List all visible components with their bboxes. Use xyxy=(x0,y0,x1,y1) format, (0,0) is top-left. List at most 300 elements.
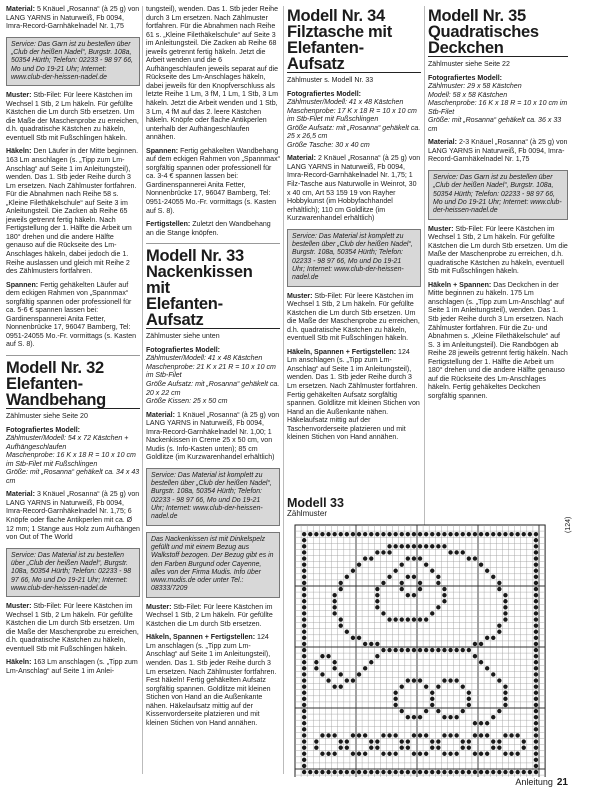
filled-stitch xyxy=(436,745,440,749)
filled-stitch xyxy=(418,715,422,719)
filled-stitch xyxy=(436,770,440,774)
filled-stitch xyxy=(418,648,422,652)
filled-stitch xyxy=(302,587,306,591)
model-34-heading: Modell Nr. 34 Filztasche mit Elefanten-Aufsatz xyxy=(287,8,421,73)
filled-stitch xyxy=(442,752,446,756)
filled-stitch xyxy=(406,678,410,682)
filled-stitch xyxy=(442,587,446,591)
filled-stitch xyxy=(369,532,373,536)
filled-stitch xyxy=(302,544,306,548)
filled-stitch xyxy=(418,556,422,560)
filled-stitch xyxy=(436,532,440,536)
model-35-subtitle: Zählmuster siehe Seite 22 xyxy=(428,61,510,68)
info-box-33: Das Nackenkissen ist mit Dinkelspelz gefüllt und mit einem Bezug aus Walkstoff bezogen. Der Bezug gibt es in den Farben Burgund oder Cayenne, alles von der Firma Mudis. Info über www.mudis.de oder unter Tel.: 08333/7209 xyxy=(146,532,280,598)
service-box: Service: Das Garn ist zu bestellen über „Club der heißen Nadel“, Burgstr. 108a, 50354 Hürth; Telefon: 02233 - 98 97 66, Mo und Do 19-21 Uhr; Internet: www.club-der-heissen-nadel.de xyxy=(6,37,140,86)
filled-stitch xyxy=(534,678,538,682)
filled-stitch xyxy=(479,770,483,774)
filled-stitch xyxy=(454,715,458,719)
filled-stitch xyxy=(332,605,336,609)
filled-stitch xyxy=(424,617,428,621)
filled-stitch xyxy=(442,532,446,536)
filled-stitch xyxy=(375,654,379,658)
filled-stitch xyxy=(491,715,495,719)
filled-stitch xyxy=(479,532,483,536)
service-box-33: Service: Das Material ist komplett zu bestellen über „Club der heißen Nadel“, Burgstr. 108a, 50354 Hürth; Telefon: 02233 - 98 97 66, Mo und Do 19-21 Uhr; Internet: www.club-der-heissen-nadel.de xyxy=(146,468,280,526)
filled-stitch xyxy=(473,532,477,536)
filled-stitch xyxy=(418,617,422,621)
filled-stitch xyxy=(473,556,477,560)
filled-stitch xyxy=(357,752,361,756)
filled-stitch xyxy=(503,599,507,603)
muster-paragraph: Muster: Stb-Filet: Für leere Kästchen im Wechsel 1 Stb, 2 Lm häkeln. Für gefüllte Kästchen die Lm durch Stb ersetzen. Um die Maße der Maschenprobe zu erreichen, d.h. quadratische Kästchen zu häkeln, eventuell Stb mit Fußschlingen häkeln. xyxy=(6,92,139,142)
filled-stitch xyxy=(314,532,318,536)
filled-stitch xyxy=(418,587,422,591)
filled-stitch xyxy=(314,660,318,664)
column-2 xyxy=(146,6,280,733)
filled-stitch xyxy=(430,739,434,743)
filled-stitch xyxy=(406,745,410,749)
filled-stitch xyxy=(393,752,397,756)
filled-stitch xyxy=(302,648,306,652)
filled-stitch xyxy=(302,684,306,688)
filled-stitch xyxy=(375,605,379,609)
model-33-heading: Modell Nr. 33 Nackenkissen mit Elefanten-Aufsatz xyxy=(146,248,280,329)
filled-stitch xyxy=(461,745,465,749)
filled-stitch xyxy=(339,587,343,591)
filled-stitch xyxy=(351,636,355,640)
filled-stitch xyxy=(534,660,538,664)
filled-stitch xyxy=(534,636,538,640)
filled-stitch xyxy=(436,684,440,688)
filled-stitch xyxy=(534,672,538,676)
filled-stitch xyxy=(375,593,379,597)
filled-stitch xyxy=(534,654,538,658)
foto-32-paragraph: Fotografiertes Modell: Zählmuster/Modell: 54 x 72 Kästchen + Aufhängeschlaufen Maschenprobe: 16 K x 18 R = 10 x 10 cm im Stb-Filet mit Fußschlingen Größe: mit „Rosanna“ gehäkelt ca. 34 x 43 cm xyxy=(6,426,140,485)
foto-35-paragraph: Fotografiertes Modell: Zählmuster: 29 x 58 Kästchen Modell: 58 x 58 Kästchen Maschenprobe: 16 K x 18 R = 10 x 10 cm im Stb-Filet Größe: mit „Rosanna“ gehäkelt ca. 36 x 33 cm xyxy=(428,74,568,133)
filled-stitch xyxy=(515,532,519,536)
filled-stitch xyxy=(461,550,465,554)
filled-stitch xyxy=(418,770,422,774)
material-35-paragraph: Material: 2-3 Knäuel „Rosanna“ (à 25 g) von LANG YARNS in Naturweiß, Fb 0094, Imra-Record-Garnhäkelnadel Nr. 1,75 xyxy=(428,139,568,164)
filled-stitch xyxy=(485,721,489,725)
filled-stitch xyxy=(302,715,306,719)
filled-stitch xyxy=(454,550,458,554)
filled-stitch xyxy=(412,733,416,737)
filled-stitch xyxy=(339,739,343,743)
filled-stitch xyxy=(381,752,385,756)
filled-stitch xyxy=(534,758,538,762)
filled-stitch xyxy=(302,611,306,615)
filled-stitch xyxy=(534,605,538,609)
filled-stitch xyxy=(387,575,391,579)
filled-stitch xyxy=(534,703,538,707)
filled-stitch xyxy=(534,752,538,756)
filled-stitch xyxy=(454,678,458,682)
filled-stitch xyxy=(302,678,306,682)
filled-stitch xyxy=(339,684,343,688)
filled-stitch xyxy=(479,733,483,737)
filled-stitch xyxy=(345,678,349,682)
filled-stitch xyxy=(503,605,507,609)
filled-stitch xyxy=(351,569,355,573)
filled-stitch xyxy=(326,733,330,737)
filled-stitch xyxy=(485,666,489,670)
filled-stitch xyxy=(534,544,538,548)
filled-stitch xyxy=(430,648,434,652)
filled-stitch xyxy=(302,593,306,597)
filled-stitch xyxy=(302,660,306,664)
filled-stitch xyxy=(448,715,452,719)
filled-stitch xyxy=(509,733,513,737)
filled-stitch xyxy=(461,648,465,652)
filled-stitch xyxy=(454,648,458,652)
filled-stitch xyxy=(534,575,538,579)
filled-stitch xyxy=(424,684,428,688)
haekeln-32-paragraph: Häkeln: 163 Lm anschlagen (s. „Tipp zum Lm-Anschlag“ auf Seite 1 im Anlei- xyxy=(6,659,138,675)
filled-stitch xyxy=(345,745,349,749)
filled-stitch xyxy=(400,532,404,536)
filled-stitch xyxy=(430,691,434,695)
page-number: 21 xyxy=(556,777,568,788)
haekeln-35-paragraph: Häkeln + Spannen: Das Deckchen in der Mitte beginnen zu häkeln. 175 Lm anschlagen (s. „Tipp zum Lm-Anschlag“ auf Seite 1 im Anleitungsteil), wenden. Das 1. Stb jeder Reihe durch 3 Lm ersetzen. Nach Zählmuster fortfahren. Für die Zu- und Abnahmen s. „Kleine Filethäkelschule“ auf S. 3 im Anleitungsteil). Die Randbögen ab Reihe 28 jeweils getrennt fertig häkeln. Nach Fertigstellung der 1. Hälfte die Arbeit um 180° drehen und die andere Hälfte genauso auf die Rückseite des Lm-Anschlages häkeln. Fertig gehäkeltes Deckchen sorgfältig spannen. xyxy=(428,281,568,400)
filled-stitch xyxy=(503,593,507,597)
service-box-34: Service: Das Material ist komplett zu bestellen über „Club der heißen Nadel“, Burgstr. 108a, 50354 Hürth; Telefon: 02233 - 98 97 66, Mo und Do 19-21 Uhr; Internet: www.club-der-heissen-nadel.de xyxy=(287,229,421,287)
filled-stitch xyxy=(485,532,489,536)
filled-stitch xyxy=(534,569,538,573)
filled-stitch xyxy=(534,623,538,627)
filled-stitch xyxy=(400,562,404,566)
model-35-heading: Modell Nr. 35 Quadratisches Deckchen xyxy=(428,8,568,57)
filled-stitch xyxy=(430,569,434,573)
filled-stitch xyxy=(503,770,507,774)
filled-stitch xyxy=(454,733,458,737)
filled-stitch xyxy=(467,532,471,536)
filled-stitch xyxy=(436,709,440,713)
filled-stitch xyxy=(381,648,385,652)
material-paragraph: Material: 5 Knäuel „Rosanna“ (à 25 g) von LANG YARNS in Naturweiß, Fb 0094, Imra-Record-Garnhäkelnadel Nr. 1,75 xyxy=(6,6,140,31)
filled-stitch xyxy=(387,617,391,621)
filled-stitch xyxy=(400,709,404,713)
filled-stitch xyxy=(363,532,367,536)
filled-stitch xyxy=(302,575,306,579)
filled-stitch xyxy=(387,550,391,554)
filled-stitch xyxy=(461,709,465,713)
filled-stitch xyxy=(375,739,379,743)
filled-stitch xyxy=(357,770,361,774)
filled-stitch xyxy=(339,581,343,585)
muster-35-paragraph: Muster: Stb-Filet: Für leere Kästchen im Wechsel 1 Stb, 2 Lm häkeln. Für gefüllte Kästchen die Lm durch Stb ersetzen. Um die Maße der Maschenprobe zu erreichen, d.h. quadratische Kästchen zu häkeln, eventuell Stb mit Fußschlingen häkeln. xyxy=(428,225,568,276)
filled-stitch xyxy=(400,648,404,652)
filled-stitch xyxy=(339,672,343,676)
filled-stitch xyxy=(302,770,306,774)
filled-stitch xyxy=(473,721,477,725)
filled-stitch xyxy=(473,654,477,658)
filled-stitch xyxy=(436,739,440,743)
filled-stitch xyxy=(534,691,538,695)
filled-stitch xyxy=(430,544,434,548)
filled-stitch xyxy=(302,697,306,701)
foto-34-paragraph: Fotografiertes Modell: Zählmuster/Modell: 41 x 48 Kästchen Maschenprobe: 17 K x 18 R = 10 x 10 cm im Stb-Filet mit Fußschlingen Größe Aufsatz: mit „Rosanna“ gehäkelt ca. 25 x 26,5 cm Größe Tasche: 30 x 40 cm xyxy=(287,90,421,149)
filled-stitch xyxy=(436,544,440,548)
page-footer xyxy=(515,777,568,788)
filled-stitch xyxy=(509,752,513,756)
filled-stitch xyxy=(509,532,513,536)
filled-stitch xyxy=(503,703,507,707)
filled-stitch xyxy=(479,721,483,725)
filled-stitch xyxy=(534,556,538,560)
filled-stitch xyxy=(302,703,306,707)
filled-stitch xyxy=(302,672,306,676)
filled-stitch xyxy=(393,703,397,707)
filled-stitch xyxy=(534,684,538,688)
model-33-subtitle: Zählmuster siehe unten xyxy=(146,333,220,341)
filled-stitch xyxy=(522,745,526,749)
filled-stitch xyxy=(314,739,318,743)
filled-stitch xyxy=(497,709,501,713)
filled-stitch xyxy=(412,575,416,579)
filled-stitch xyxy=(467,770,471,774)
service-box-32: Service: Das Material ist zu bestellen über „Club der heißen Nadel“, Burgstr. 108a, 50354 Hürth; Telefon: 02233 - 98 97 66, Mo und Do 19-21 Uhr; Internet: www.club-der-heissen-nadel.de xyxy=(6,548,140,597)
filled-stitch xyxy=(497,630,501,634)
filled-stitch xyxy=(369,556,373,560)
filled-stitch xyxy=(363,642,367,646)
filled-stitch xyxy=(418,532,422,536)
filled-stitch xyxy=(424,709,428,713)
filled-stitch xyxy=(534,709,538,713)
filled-stitch xyxy=(515,752,519,756)
filled-stitch xyxy=(302,727,306,731)
filled-stitch xyxy=(302,538,306,542)
filled-stitch xyxy=(345,770,349,774)
filled-stitch xyxy=(302,636,306,640)
filled-stitch xyxy=(503,752,507,756)
filled-stitch xyxy=(302,721,306,725)
filled-stitch xyxy=(320,532,324,536)
filled-stitch xyxy=(381,770,385,774)
filled-stitch xyxy=(332,611,336,615)
filled-stitch xyxy=(308,770,312,774)
filled-stitch xyxy=(302,550,306,554)
filled-stitch xyxy=(497,623,501,627)
filled-stitch xyxy=(387,532,391,536)
filled-stitch xyxy=(497,770,501,774)
crochet-chart xyxy=(287,497,577,777)
muster-33-paragraph: Muster: Stb-Filet: Für leere Kästchen im Wechsel 1 Stb, 2 Lm häkeln. Für gefüllte Kästchen die Lm durch Stb ersetzen. xyxy=(146,603,273,628)
filled-stitch xyxy=(522,770,526,774)
filled-stitch xyxy=(534,715,538,719)
filled-stitch xyxy=(326,770,330,774)
filled-stitch xyxy=(302,617,306,621)
filled-stitch xyxy=(461,770,465,774)
chart-subtitle: Zählmuster xyxy=(287,509,328,518)
filled-stitch xyxy=(351,770,355,774)
filled-stitch xyxy=(436,575,440,579)
filled-stitch xyxy=(534,721,538,725)
filled-stitch xyxy=(375,532,379,536)
filled-stitch xyxy=(430,611,434,615)
filled-stitch xyxy=(406,532,410,536)
filled-stitch xyxy=(448,532,452,536)
filled-stitch xyxy=(387,770,391,774)
filled-stitch xyxy=(442,678,446,682)
filled-stitch xyxy=(430,532,434,536)
filled-stitch xyxy=(332,752,336,756)
filled-stitch xyxy=(436,605,440,609)
filled-stitch xyxy=(412,648,416,652)
filled-stitch xyxy=(418,733,422,737)
filled-stitch xyxy=(479,642,483,646)
filled-stitch xyxy=(534,745,538,749)
filled-stitch xyxy=(485,569,489,573)
filled-stitch xyxy=(534,642,538,646)
filled-stitch xyxy=(302,599,306,603)
section-divider xyxy=(146,243,280,244)
filled-stitch xyxy=(351,752,355,756)
filled-stitch xyxy=(528,770,532,774)
filled-stitch xyxy=(302,733,306,737)
row-count-label: (124) xyxy=(565,516,572,533)
filled-stitch xyxy=(332,593,336,597)
filled-stitch xyxy=(302,569,306,573)
filled-stitch xyxy=(406,575,410,579)
filled-stitch xyxy=(302,623,306,627)
column-4 xyxy=(428,6,568,406)
filled-stitch xyxy=(406,593,410,597)
filled-stitch xyxy=(473,733,477,737)
filled-stitch xyxy=(357,733,361,737)
filled-stitch xyxy=(473,642,477,646)
filled-stitch xyxy=(412,678,416,682)
filled-stitch xyxy=(485,733,489,737)
filled-stitch xyxy=(326,752,330,756)
filled-stitch xyxy=(467,697,471,701)
filled-stitch xyxy=(454,770,458,774)
filled-stitch xyxy=(302,532,306,536)
filled-stitch xyxy=(497,532,501,536)
filled-stitch xyxy=(406,544,410,548)
filled-stitch xyxy=(400,739,404,743)
filled-stitch xyxy=(302,666,306,670)
filled-stitch xyxy=(442,733,446,737)
filled-stitch xyxy=(345,532,349,536)
filled-stitch xyxy=(461,739,465,743)
filled-stitch xyxy=(406,739,410,743)
filled-stitch xyxy=(412,715,416,719)
filled-stitch xyxy=(393,733,397,737)
filled-stitch xyxy=(503,611,507,615)
filled-stitch xyxy=(400,770,404,774)
filled-stitch xyxy=(412,556,416,560)
filled-stitch xyxy=(400,587,404,591)
filled-stitch xyxy=(497,739,501,743)
filled-stitch xyxy=(369,770,373,774)
filled-stitch xyxy=(503,532,507,536)
filled-stitch xyxy=(369,739,373,743)
column-divider xyxy=(283,6,284,774)
filled-stitch xyxy=(448,550,452,554)
filled-stitch xyxy=(314,770,318,774)
filled-stitch xyxy=(442,593,446,597)
filled-stitch xyxy=(400,544,404,548)
filled-stitch xyxy=(418,752,422,756)
filled-stitch xyxy=(454,532,458,536)
filled-stitch xyxy=(534,727,538,731)
filled-stitch xyxy=(332,684,336,688)
filled-stitch xyxy=(302,758,306,762)
footer-label: Anleitung xyxy=(515,777,553,787)
filled-stitch xyxy=(302,709,306,713)
filled-stitch xyxy=(424,770,428,774)
filet-grid xyxy=(287,516,577,777)
filled-stitch xyxy=(473,752,477,756)
filled-stitch xyxy=(302,630,306,634)
filled-stitch xyxy=(534,739,538,743)
filled-stitch xyxy=(393,544,397,548)
model-32-heading: Modell Nr. 32 Elefanten- Wandbehang xyxy=(6,360,140,409)
filled-stitch xyxy=(534,648,538,652)
filled-stitch xyxy=(534,599,538,603)
filled-stitch xyxy=(534,538,538,542)
filled-stitch xyxy=(406,648,410,652)
filled-stitch xyxy=(424,562,428,566)
filled-stitch xyxy=(320,654,324,658)
filled-stitch xyxy=(442,599,446,603)
filled-stitch xyxy=(339,532,343,536)
filled-stitch xyxy=(381,581,385,585)
filled-stitch xyxy=(418,581,422,585)
filled-stitch xyxy=(442,770,446,774)
filled-stitch xyxy=(454,752,458,756)
filled-stitch xyxy=(491,672,495,676)
column-1 xyxy=(6,6,140,682)
filled-stitch xyxy=(357,532,361,536)
filled-stitch xyxy=(491,636,495,640)
filled-stitch xyxy=(326,678,330,682)
filled-stitch xyxy=(393,648,397,652)
filled-stitch xyxy=(515,770,519,774)
filled-stitch xyxy=(448,752,452,756)
filled-stitch xyxy=(534,697,538,701)
filled-stitch xyxy=(332,733,336,737)
chart-title: Modell 33 xyxy=(287,496,344,510)
filled-stitch xyxy=(509,770,513,774)
filled-stitch xyxy=(393,697,397,701)
haekeln-paragraph: Häkeln: Den Läufer in der Mitte beginnen. 163 Lm anschlagen (s. „Tipp zum Lm-Anschlag“ auf Seite 1 im Anleitungsteil), wenden. Das 1. Stb jeder Reihe durch 3 Lm ersetzen. Nach Zählmuster fortfahren. Für die Abnahmen nach Reihe 58 s. „Kleine Filethäkelschule“ auf Seite 3 im Anleitungsteil. Die Zacken ab Reihe 65 jeweils getrennt fertig häkeln. Nach Fertigstellung der 1. Hälfte die Arbeit um 180° drehen und die andere Hälfte genauso auf die Rückseite des Lm-Anschlages häkeln, dabei jedoch die 1. Reihe auslassen und gleich mit Reihe 2 des Zählmusters fortfahren. xyxy=(6,148,139,276)
filled-stitch xyxy=(302,605,306,609)
filled-stitch xyxy=(369,642,373,646)
filled-stitch xyxy=(375,550,379,554)
filled-stitch xyxy=(375,642,379,646)
filled-stitch xyxy=(412,617,416,621)
filled-stitch xyxy=(503,697,507,701)
filled-stitch xyxy=(491,770,495,774)
filled-stitch xyxy=(345,575,349,579)
filled-stitch xyxy=(381,550,385,554)
filled-stitch xyxy=(412,544,416,548)
filled-stitch xyxy=(412,770,416,774)
filled-stitch xyxy=(467,648,471,652)
filled-stitch xyxy=(387,733,391,737)
material-33-paragraph: Material: 1 Knäuel „Rosanna“ (à 25 g) von LANG YARNS in Naturweiß, Fb 0094, Imra-Record-Garnhäkelnadel Nr. 1,00; 1 Nackenkissen in Creme 25 x 50 cm, von Mudis (s. Info-Kasten unten); 85 cm Goldlitze (im Kurzwarenhandel erhältlich) xyxy=(146,411,280,462)
foto-33-paragraph: Fotografiertes Modell: Zählmuster/Modell: 41 x 48 Kästchen Maschenprobe: 21 K x 21 R = 10 x 10 cm im Stb-Filet Größe Aufsatz: mit „Rosanna“ gehäkelt ca. 20 x 22 cm Größe Kissen: 25 x 50 cm xyxy=(146,346,280,406)
filled-stitch xyxy=(442,648,446,652)
filled-stitch xyxy=(485,752,489,756)
filled-stitch xyxy=(467,739,471,743)
filled-stitch xyxy=(424,544,428,548)
filled-stitch xyxy=(375,587,379,591)
filled-stitch xyxy=(418,544,422,548)
filled-stitch xyxy=(497,678,501,682)
